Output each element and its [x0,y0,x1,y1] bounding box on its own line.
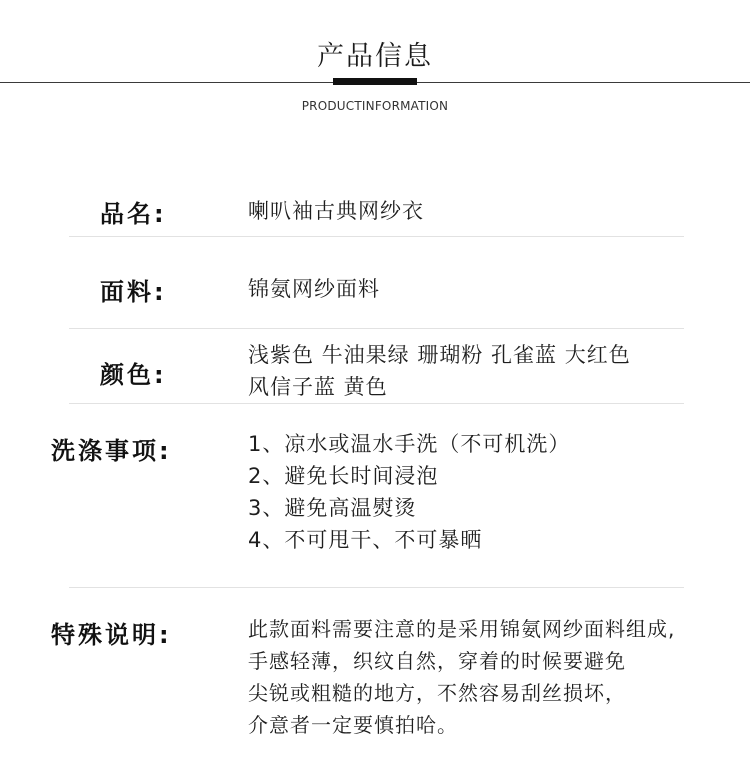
washing-item: 4、不可甩干、不可暴晒 [248,528,483,552]
divider [69,403,684,404]
color-value [248,339,631,403]
divider [69,236,684,237]
divider [69,328,684,329]
washing-item: 3、避免高温熨烫 [248,496,417,520]
special-text [248,613,675,741]
special-line: 手感轻薄，织纹自然，穿着的时候要避免 [248,649,626,673]
name-label: 品名: [100,200,167,228]
section-title: 产品信息 [317,41,433,72]
washing-item: 2、避免长时间浸泡 [248,464,439,488]
color-line: 风信子蓝 黄色 [248,375,388,399]
fabric-value: 锦氨网纱面料 [248,277,380,301]
divider [69,587,684,588]
color-line: 浅紫色 牛油果绿 珊瑚粉 孔雀蓝 大红色 [248,343,631,367]
section-subtitle: PRODUCTINFORMATION [301,99,449,113]
header-accent-bar [333,78,417,85]
washing-list [248,428,570,556]
washing-item: 1、凉水或温水手洗（不可机洗） [248,432,571,456]
special-line: 介意者一定要慎拍哈。 [248,713,458,737]
washing-label: 洗涤事项: [51,437,172,465]
special-line: 此款面料需要注意的是采用锦氨网纱面料组成, [248,617,676,641]
name-value: 喇叭袖古典网纱衣 [248,199,424,223]
fabric-label: 面料: [100,278,167,306]
color-label: 颜色: [100,361,167,389]
special-line: 尖锐或粗糙的地方，不然容易刮丝损坏， [248,681,626,705]
special-label: 特殊说明: [51,621,172,649]
